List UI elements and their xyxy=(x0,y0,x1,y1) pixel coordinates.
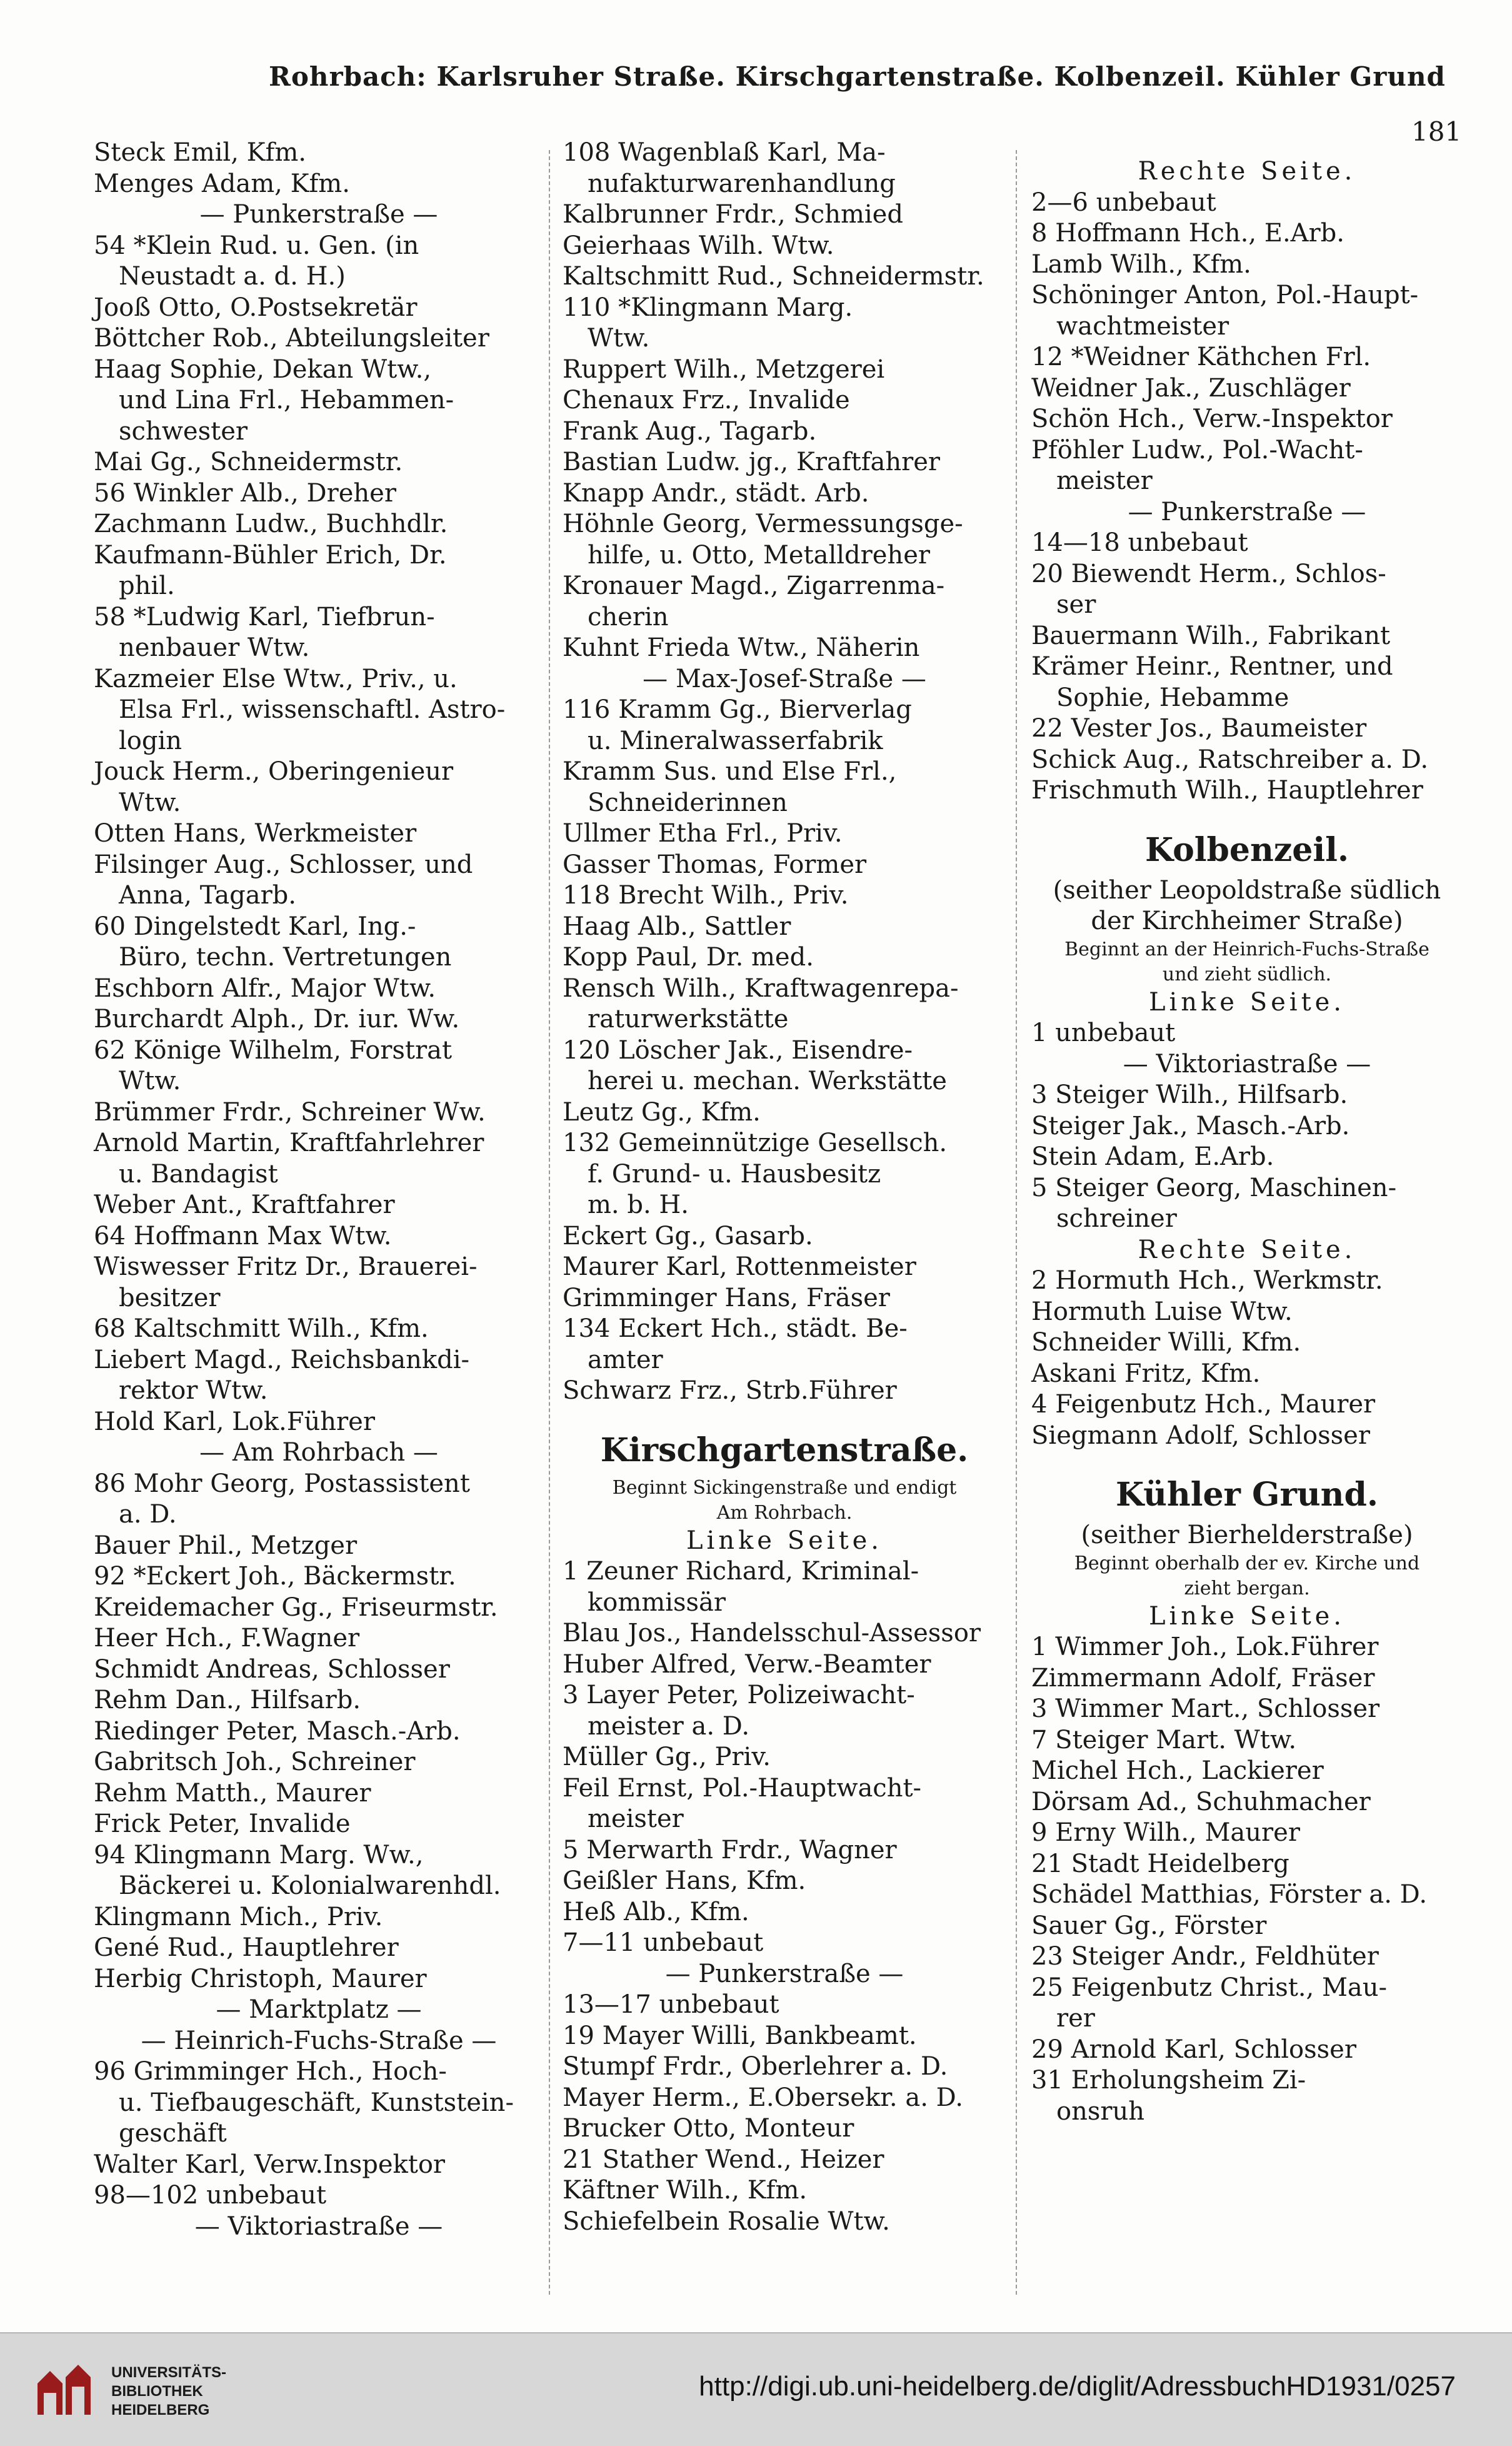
directory-entry: Frischmuth Wilh., Hauptlehrer xyxy=(1031,776,1423,805)
directory-entry: 1 Wimmer Joh., Lok.Führer xyxy=(1031,1633,1379,1661)
directory-entry: — Punkerstraße — xyxy=(199,200,438,229)
directory-entry: 3 Steiger Wilh., Hilfsarb. xyxy=(1031,1080,1348,1109)
directory-entry: Gabritsch Joh., Schreiner xyxy=(94,1748,416,1776)
directory-entry: 29 Arnold Karl, Schlosser xyxy=(1031,2035,1356,2064)
street-heading: Kirschgartenstraße. xyxy=(600,1431,969,1469)
directory-entry: Stein Adam, E.Arb. xyxy=(1031,1142,1274,1171)
university-library-logo-icon xyxy=(31,2358,106,2421)
side-heading: Linke Seite. xyxy=(1148,1601,1346,1631)
directory-entry: Hormuth Luise Wtw. xyxy=(1031,1297,1293,1326)
directory-entry: Siegmann Adolf, Schlosser xyxy=(1031,1421,1370,1450)
directory-entry: 118 Brecht Wilh., Priv. xyxy=(563,881,849,910)
directory-entry: Pföhler Ludw., Pol.-Wacht- xyxy=(1031,435,1363,465)
directory-entry: 54 *Klein Rud. u. Gen. (in xyxy=(94,231,419,260)
directory-entry: geschäft xyxy=(119,2119,227,2148)
directory-entry: Ullmer Etha Frl., Priv. xyxy=(563,819,843,848)
directory-entry: Kuhnt Frieda Wtw., Näherin xyxy=(563,633,920,662)
directory-entry: Wtw. xyxy=(119,1067,181,1095)
directory-entry: 23 Steiger Andr., Feldhüter xyxy=(1031,1942,1379,1971)
directory-entry: besitzer xyxy=(119,1283,221,1312)
directory-entry: Otten Hans, Werkmeister xyxy=(94,819,417,848)
directory-entry: 60 Dingelstedt Karl, Ing.- xyxy=(94,912,416,941)
directory-entry: meister xyxy=(588,1804,684,1833)
directory-entry: 7—11 unbebaut xyxy=(563,1928,764,1957)
side-heading: Rechte Seite. xyxy=(1138,1235,1356,1264)
directory-entry: Huber Alfred, Verw.-Beamter xyxy=(563,1649,931,1679)
directory-entry: 9 Erny Wilh., Maurer xyxy=(1031,1818,1300,1847)
directory-entry: Maurer Karl, Rottenmeister xyxy=(563,1252,916,1281)
directory-entry: f. Grund- u. Hausbesitz xyxy=(588,1159,881,1189)
directory-entry: schreiner xyxy=(1056,1204,1177,1233)
directory-entry: ser xyxy=(1056,590,1096,619)
directory-entry: (seither Leopoldstraße südlich xyxy=(1053,875,1441,905)
directory-entry: Wiswesser Fritz Dr., Brauerei- xyxy=(94,1252,478,1281)
directory-entry: raturwerkstätte xyxy=(588,1005,789,1034)
directory-entry: Bauermann Wilh., Fabrikant xyxy=(1031,621,1391,650)
directory-entry: 19 Mayer Willi, Bankbeamt. xyxy=(563,2021,917,2050)
directory-entry: u. Mineralwasserfabrik xyxy=(588,726,883,755)
directory-entry: Kramm Sus. und Else Frl., xyxy=(563,757,897,786)
directory-entry: hilfe, u. Otto, Metalldreher xyxy=(588,540,930,570)
directory-entry: Schmidt Andreas, Schlosser xyxy=(94,1654,450,1684)
directory-entry: — Viktoriastraße — xyxy=(194,2212,443,2241)
directory-entry: 20 Biewendt Herm., Schlos- xyxy=(1031,559,1386,588)
street-heading: Kolbenzeil. xyxy=(1145,830,1349,869)
directory-entry: 5 Steiger Georg, Maschinen- xyxy=(1031,1173,1397,1202)
directory-entry: 21 Stather Wend., Heizer xyxy=(563,2145,884,2174)
column-divider xyxy=(549,150,550,2295)
directory-entry: Brümmer Frdr., Schreiner Ww. xyxy=(94,1097,486,1127)
directory-entry: u. Bandagist xyxy=(119,1159,278,1189)
directory-entry: Mai Gg., Schneidermstr. xyxy=(94,448,403,476)
side-heading: Linke Seite. xyxy=(686,1526,883,1555)
directory-entry: Feil Ernst, Pol.-Hauptwacht- xyxy=(563,1773,922,1803)
library-name xyxy=(111,2363,226,2420)
directory-entry: der Kirchheimer Straße) xyxy=(1091,907,1403,935)
directory-entry: Kreidemacher Gg., Friseurmstr. xyxy=(94,1593,498,1622)
directory-entry: Geierhaas Wilh. Wtw. xyxy=(563,231,834,260)
directory-entry: Zimmermann Adolf, Fräser xyxy=(1031,1663,1375,1693)
directory-entry: Heer Hch., F.Wagner xyxy=(94,1624,360,1653)
directory-entry: Haag Sophie, Dekan Wtw., xyxy=(94,355,432,384)
directory-entry: nufakturwarenhandlung xyxy=(588,169,896,198)
directory-entry: phil. xyxy=(119,571,175,600)
directory-entry: Elsa Frl., wissenschaftl. Astro- xyxy=(119,695,506,724)
directory-entry: Büro, techn. Vertretungen xyxy=(119,943,452,972)
directory-entry: meister a. D. xyxy=(588,1711,750,1741)
directory-entry: Mayer Herm., E.Obersekr. a. D. xyxy=(563,2083,963,2112)
directory-entry: Kronauer Magd., Zigarrenma- xyxy=(563,571,945,600)
directory-entry: Wtw. xyxy=(588,324,650,353)
directory-entry: Höhnle Georg, Vermessungsge- xyxy=(563,510,963,538)
street-note: Am Rohrbach. xyxy=(716,1501,853,1524)
directory-entry: Lamb Wilh., Kfm. xyxy=(1031,249,1251,279)
directory-entry: Stumpf Frdr., Oberlehrer a. D. xyxy=(563,2052,948,2081)
directory-entry: Weidner Jak., Zuschläger xyxy=(1031,373,1351,403)
directory-entry: Kaltschmitt Rud., Schneidermstr. xyxy=(563,262,984,291)
directory-entry: — Viktoriastraße — xyxy=(1123,1049,1371,1079)
directory-entry: 7 Steiger Mart. Wtw. xyxy=(1031,1725,1297,1754)
directory-entry: Weber Ant., Kraftfahrer xyxy=(94,1190,395,1219)
directory-entry: Bauer Phil., Metzger xyxy=(94,1531,358,1560)
directory-entry: 56 Winkler Alb., Dreher xyxy=(94,478,396,508)
directory-entry: Eschborn Alfr., Major Wtw. xyxy=(94,974,436,1003)
directory-entry: cherin xyxy=(588,602,669,632)
directory-entry: Geißler Hans, Kfm. xyxy=(563,1866,806,1895)
directory-entry: u. Tiefbaugeschäft, Kunststein- xyxy=(119,2088,514,2117)
directory-entry: Grimminger Hans, Fräser xyxy=(563,1283,890,1312)
directory-entry: 22 Vester Jos., Baumeister xyxy=(1031,714,1367,743)
directory-entry: Filsinger Aug., Schlosser, und xyxy=(94,850,473,879)
directory-entry: Rehm Dan., Hilfsarb. xyxy=(94,1686,361,1714)
directory-entry: Krämer Heinr., Rentner, und xyxy=(1031,652,1393,681)
directory-entry: a. D. xyxy=(119,1500,177,1529)
library-name-line: BIBLIOTHEK xyxy=(111,2383,203,2400)
directory-entry: Riedinger Peter, Masch.-Arb. xyxy=(94,1716,461,1746)
spacer xyxy=(563,1407,1006,1426)
directory-entry: 3 Wimmer Mart., Schlosser xyxy=(1031,1694,1380,1723)
directory-entry: Gené Rud., Hauptlehrer xyxy=(94,1933,399,1962)
directory-entry: 62 Könige Wilhelm, Forstrat xyxy=(94,1035,453,1065)
directory-entry: 2 Hormuth Hch., Werkmstr. xyxy=(1031,1266,1383,1295)
directory-entry: — Punkerstraße — xyxy=(665,1959,904,1988)
directory-entry: Rensch Wilh., Kraftwagenrepa- xyxy=(563,974,959,1003)
directory-entry: 25 Feigenbutz Christ., Mau- xyxy=(1031,1973,1388,2002)
street-note: und zieht südlich. xyxy=(1162,963,1332,985)
directory-entry: m. b. H. xyxy=(588,1190,689,1219)
directory-entry: Schneiderinnen xyxy=(588,788,788,817)
directory-entry: Schöninger Anton, Pol.-Haupt- xyxy=(1031,281,1419,310)
directory-entry: Kalbrunner Frdr., Schmied xyxy=(563,200,903,229)
directory-entry: 134 Eckert Hch., städt. Be- xyxy=(563,1314,908,1343)
directory-entry: 13—17 unbebaut xyxy=(563,1990,779,2019)
street-note: zieht bergan. xyxy=(1184,1577,1310,1599)
directory-entry: Menges Adam, Kfm. xyxy=(94,169,350,198)
directory-entry: Brucker Otto, Monteur xyxy=(563,2114,854,2143)
directory-entry: 92 *Eckert Joh., Bäckermstr. xyxy=(94,1562,456,1591)
directory-entry: Schädel Matthias, Förster a. D. xyxy=(1031,1880,1428,1909)
directory-entry: Käftner Wilh., Kfm. xyxy=(563,2176,808,2205)
directory-entry: Wtw. xyxy=(119,788,181,817)
directory-entry: und Lina Frl., Hebammen- xyxy=(119,386,454,415)
directory-entry: Müller Gg., Priv. xyxy=(563,1743,771,1771)
directory-entry: Blau Jos., Handelsschul-Assessor xyxy=(563,1619,981,1648)
directory-entry: Eckert Gg., Gasarb. xyxy=(563,1221,813,1251)
directory-entry: 94 Klingmann Marg. Ww., xyxy=(94,1840,424,1870)
page-header: Rohrbach: Karlsruher Straße. Kirschgartenstraße. Kolbenzeil. Kühler Grund xyxy=(269,61,1446,92)
directory-entry: Schwarz Frz., Strb.Führer xyxy=(563,1376,897,1405)
directory-entry: — Max-Josef-Straße — xyxy=(643,664,926,693)
directory-entry: Böttcher Rob., Abteilungsleiter xyxy=(94,324,489,353)
directory-entry: — Heinrich-Fuchs-Straße — xyxy=(141,2026,497,2055)
directory-entry: Zachmann Ludw., Buchhdlr. xyxy=(94,510,448,538)
directory-entry: Jouck Herm., Oberingenieur xyxy=(94,757,454,786)
directory-entry: Michel Hch., Lackierer xyxy=(1031,1756,1324,1785)
directory-entry: Bäckerei u. Kolonialwarenhdl. xyxy=(119,1871,501,1900)
side-heading: Linke Seite. xyxy=(1148,987,1346,1017)
directory-entry: wachtmeister xyxy=(1056,311,1229,341)
directory-entry: 64 Hoffmann Max Wtw. xyxy=(94,1221,392,1251)
directory-entry: — Am Rohrbach — xyxy=(199,1438,438,1467)
column-right xyxy=(1031,138,1463,2127)
side-heading: Rechte Seite. xyxy=(1138,157,1356,186)
street-note: Beginnt Sickingenstraße und endigt xyxy=(612,1476,957,1499)
directory-entry: — Marktplatz — xyxy=(216,1995,422,2024)
column-middle xyxy=(563,138,1006,2237)
footer-bar xyxy=(0,2332,1512,2446)
directory-entry: amter xyxy=(588,1345,663,1374)
directory-entry: Leutz Gg., Kfm. xyxy=(563,1097,761,1127)
directory-entry: Burchardt Alph., Dr. iur. Ww. xyxy=(94,1005,460,1034)
directory-entry: 31 Erholungsheim Zi- xyxy=(1031,2066,1306,2095)
directory-entry: Ruppert Wilh., Metzgerei xyxy=(563,355,885,384)
directory-entry: Neustadt a. d. H.) xyxy=(119,262,346,291)
directory-entry: Kazmeier Else Wtw., Priv., u. xyxy=(94,664,458,693)
directory-entry: 108 Wagenblaß Karl, Ma- xyxy=(563,138,886,167)
directory-entry: 116 Kramm Gg., Bierverlag xyxy=(563,695,912,724)
column-left xyxy=(94,138,544,2242)
directory-entry: Jooß Otto, O.Postsekretär xyxy=(94,293,418,322)
directory-entry: Bastian Ludw. jg., Kraftfahrer xyxy=(563,448,941,476)
directory-entry: onsruh xyxy=(1056,2096,1145,2126)
directory-entry: Schön Hch., Verw.-Inspektor xyxy=(1031,405,1393,433)
street-note: Beginnt oberhalb der ev. Kirche und xyxy=(1074,1552,1420,1574)
directory-entry: rektor Wtw. xyxy=(119,1376,268,1405)
directory-entry: Knapp Andr., städt. Arb. xyxy=(563,478,869,508)
directory-entry: Schiefelbein Rosalie Wtw. xyxy=(563,2207,890,2236)
spacer xyxy=(1031,138,1463,156)
directory-entry: 58 *Ludwig Karl, Tiefbrun- xyxy=(94,602,435,632)
directory-entry: login xyxy=(119,726,183,755)
directory-entry: 110 *Klingmann Marg. xyxy=(563,293,853,322)
directory-entry: 12 *Weidner Käthchen Frl. xyxy=(1031,343,1371,371)
directory-entry: Kopp Paul, Dr. med. xyxy=(563,943,814,972)
directory-entry: — Punkerstraße — xyxy=(1128,497,1366,526)
directory-entry: Walter Karl, Verw.Inspektor xyxy=(94,2150,446,2179)
library-name-line: HEIDELBERG xyxy=(111,2402,210,2418)
directory-entry: Haag Alb., Sattler xyxy=(563,912,791,941)
directory-entry: 14—18 unbebaut xyxy=(1031,528,1248,557)
street-note: Beginnt an der Heinrich-Fuchs-Straße xyxy=(1064,938,1429,960)
directory-entry: Dörsam Ad., Schuhmacher xyxy=(1031,1787,1371,1816)
source-url-link[interactable]: http://digi.ub.uni-heidelberg.de/diglit/AdressbuchHD1931/0257 xyxy=(699,2371,1456,2402)
directory-entry: Kaufmann-Bühler Erich, Dr. xyxy=(94,540,447,570)
directory-entry: Sauer Gg., Förster xyxy=(1031,1911,1267,1940)
directory-entry: Askani Fritz, Kfm. xyxy=(1031,1359,1261,1388)
directory-entry: 8 Hoffmann Hch., E.Arb. xyxy=(1031,219,1344,248)
directory-entry: 1 Zeuner Richard, Kriminal- xyxy=(563,1557,919,1586)
directory-entry: nenbauer Wtw. xyxy=(119,633,310,662)
directory-entry: Schick Aug., Ratschreiber a. D. xyxy=(1031,745,1429,774)
directory-entry: Liebert Magd., Reichsbankdi- xyxy=(94,1345,470,1374)
directory-entry: Frick Peter, Invalide xyxy=(94,1809,351,1838)
directory-entry: Frank Aug., Tagarb. xyxy=(563,416,817,446)
street-heading: Kühler Grund. xyxy=(1116,1476,1378,1514)
column-divider xyxy=(1016,150,1017,2295)
directory-entry: (seither Bierhelderstraße) xyxy=(1081,1521,1413,1549)
directory-entry: Klingmann Mich., Priv. xyxy=(94,1902,383,1931)
directory-entry: Gasser Thomas, Former xyxy=(563,850,867,879)
directory-entry: Heß Alb., Kfm. xyxy=(563,1897,749,1926)
page-number: 181 xyxy=(1411,116,1462,147)
directory-entry: rer xyxy=(1056,2004,1095,2033)
directory-entry: Arnold Martin, Kraftfahrlehrer xyxy=(94,1129,484,1157)
directory-entry: 2—6 unbebaut xyxy=(1031,188,1216,217)
directory-entry: 120 Löscher Jak., Eisendre- xyxy=(563,1035,913,1065)
directory-entry: Steck Emil, Kfm. xyxy=(94,138,306,167)
directory-entry: 132 Gemeinnützige Gesellsch. xyxy=(563,1129,948,1157)
spacer xyxy=(1031,807,1463,825)
directory-entry: herei u. mechan. Werkstätte xyxy=(588,1067,947,1095)
directory-entry: kommissär xyxy=(588,1588,726,1617)
directory-entry: Schneider Willi, Kfm. xyxy=(1031,1328,1301,1357)
directory-entry: 21 Stadt Heidelberg xyxy=(1031,1849,1289,1878)
directory-entry: Steiger Jak., Masch.-Arb. xyxy=(1031,1111,1350,1140)
directory-entry: 5 Merwarth Frdr., Wagner xyxy=(563,1835,897,1865)
directory-entry: 4 Feigenbutz Hch., Maurer xyxy=(1031,1390,1376,1419)
directory-entry: 68 Kaltschmitt Wilh., Kfm. xyxy=(94,1314,429,1343)
directory-entry: 1 unbebaut xyxy=(1031,1019,1176,1047)
directory-entry: Anna, Tagarb. xyxy=(119,881,297,910)
directory-entry: 86 Mohr Georg, Postassistent xyxy=(94,1469,470,1498)
directory-entry: Rehm Matth., Maurer xyxy=(94,1778,371,1808)
directory-entry: meister xyxy=(1056,466,1153,495)
spacer xyxy=(1031,1451,1463,1470)
directory-entry: 96 Grimminger Hch., Hoch- xyxy=(94,2057,447,2086)
directory-entry: Chenaux Frz., Invalide xyxy=(563,386,850,415)
directory-entry: Herbig Christoph, Maurer xyxy=(94,1964,427,1993)
directory-entry: Hold Karl, Lok.Führer xyxy=(94,1407,375,1436)
directory-entry: 98—102 unbebaut xyxy=(94,2181,327,2210)
directory-entry: Sophie, Hebamme xyxy=(1056,683,1289,712)
directory-entry: 3 Layer Peter, Polizeiwacht- xyxy=(563,1681,915,1709)
library-name-line: UNIVERSITÄTS- xyxy=(111,2364,227,2381)
directory-entry: schwester xyxy=(119,416,248,446)
